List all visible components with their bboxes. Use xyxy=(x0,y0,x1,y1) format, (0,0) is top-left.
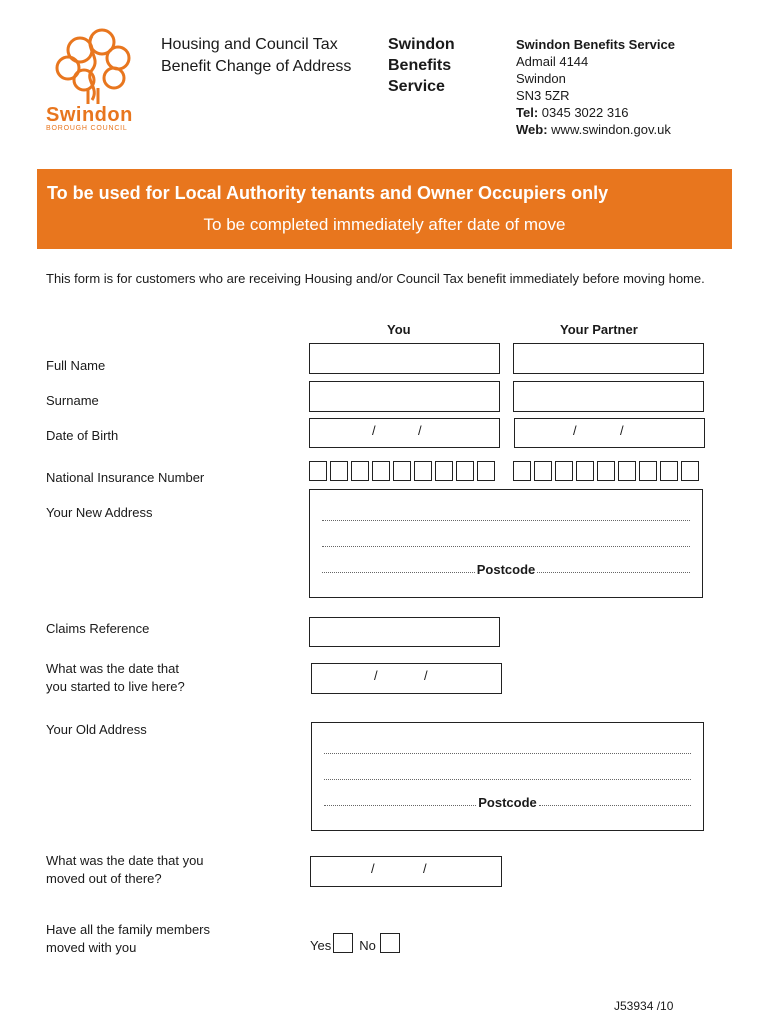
date-started-input[interactable] xyxy=(311,663,502,694)
date-separator: / xyxy=(371,861,375,876)
date-separator: / xyxy=(372,423,376,438)
date-separator: / xyxy=(418,423,422,438)
tel-label: Tel: xyxy=(516,105,539,120)
surname-label: Surname xyxy=(46,393,99,408)
date-moved-label: What was the date that you moved out of there? xyxy=(46,853,204,886)
dob-label: Date of Birth xyxy=(46,428,119,443)
new-address-label: Your New Address xyxy=(46,505,153,520)
banner-heading: To be used for Local Authority tenants and Owner Occupiers only xyxy=(47,183,609,203)
date-separator: / xyxy=(620,423,624,438)
family-moved-label: Have all the family members moved with you xyxy=(46,922,210,955)
date-separator: / xyxy=(424,668,428,683)
ni-label: National Insurance Number xyxy=(46,470,205,485)
old-address-input[interactable] xyxy=(311,722,704,831)
contact-line1: Admail 4144 xyxy=(516,54,589,69)
logo-wordmark: Swindon xyxy=(46,104,133,126)
form-reference: J53934 /10 xyxy=(614,999,674,1013)
surname-input-you[interactable] xyxy=(309,381,500,412)
postcode-label: Postcode xyxy=(478,795,537,810)
web-label: Web: xyxy=(516,122,548,137)
ni-boxes-you[interactable] xyxy=(309,461,498,481)
ni-boxes-partner[interactable] xyxy=(513,461,702,481)
dob-input-partner[interactable] xyxy=(514,418,705,448)
full-name-input-partner[interactable] xyxy=(513,343,704,374)
yes-checkbox[interactable] xyxy=(333,933,353,953)
full-name-input-you[interactable] xyxy=(309,343,500,374)
banner-subheading: To be completed immediately after date of move xyxy=(203,215,566,234)
yes-label: Yes xyxy=(310,938,332,953)
old-address-label: Your Old Address xyxy=(46,722,147,737)
contact-line3: SN3 5ZR xyxy=(516,88,570,103)
column-header-partner: Your Partner xyxy=(560,322,638,337)
service-title: Swindon Benefits Service xyxy=(388,36,455,95)
notice-banner xyxy=(37,169,732,249)
contact-line2: Swindon xyxy=(516,71,566,86)
date-separator: / xyxy=(573,423,577,438)
contact-block xyxy=(516,36,756,138)
family-moved-options xyxy=(310,930,400,953)
claims-ref-input[interactable] xyxy=(309,617,500,647)
claims-ref-label: Claims Reference xyxy=(46,621,150,636)
new-address-input[interactable] xyxy=(309,489,703,598)
surname-input-partner[interactable] xyxy=(513,381,704,412)
postcode-label: Postcode xyxy=(476,562,536,577)
tel-value: 0345 3022 316 xyxy=(541,105,629,120)
full-name-label: Full Name xyxy=(46,358,106,373)
no-label: No xyxy=(359,938,376,953)
date-separator: / xyxy=(423,861,427,876)
date-separator: / xyxy=(374,668,378,683)
web-link[interactable]: www.swindon.gov.uk xyxy=(551,122,671,137)
logo-subtitle: BOROUGH COUNCIL xyxy=(46,125,128,132)
column-header-you: You xyxy=(387,322,411,337)
contact-org: Swindon Benefits Service xyxy=(516,37,675,52)
form-title: Housing and Council Tax Benefit Change of Address xyxy=(161,36,352,75)
dob-input-you[interactable] xyxy=(309,418,500,448)
date-moved-input[interactable] xyxy=(310,856,502,887)
intro-text: This form is for customers who are receiving Housing and/or Council Tax benefit immediately before moving home. xyxy=(46,271,705,286)
date-started-label: What was the date that you started to live here? xyxy=(46,661,185,694)
no-checkbox[interactable] xyxy=(380,933,400,953)
